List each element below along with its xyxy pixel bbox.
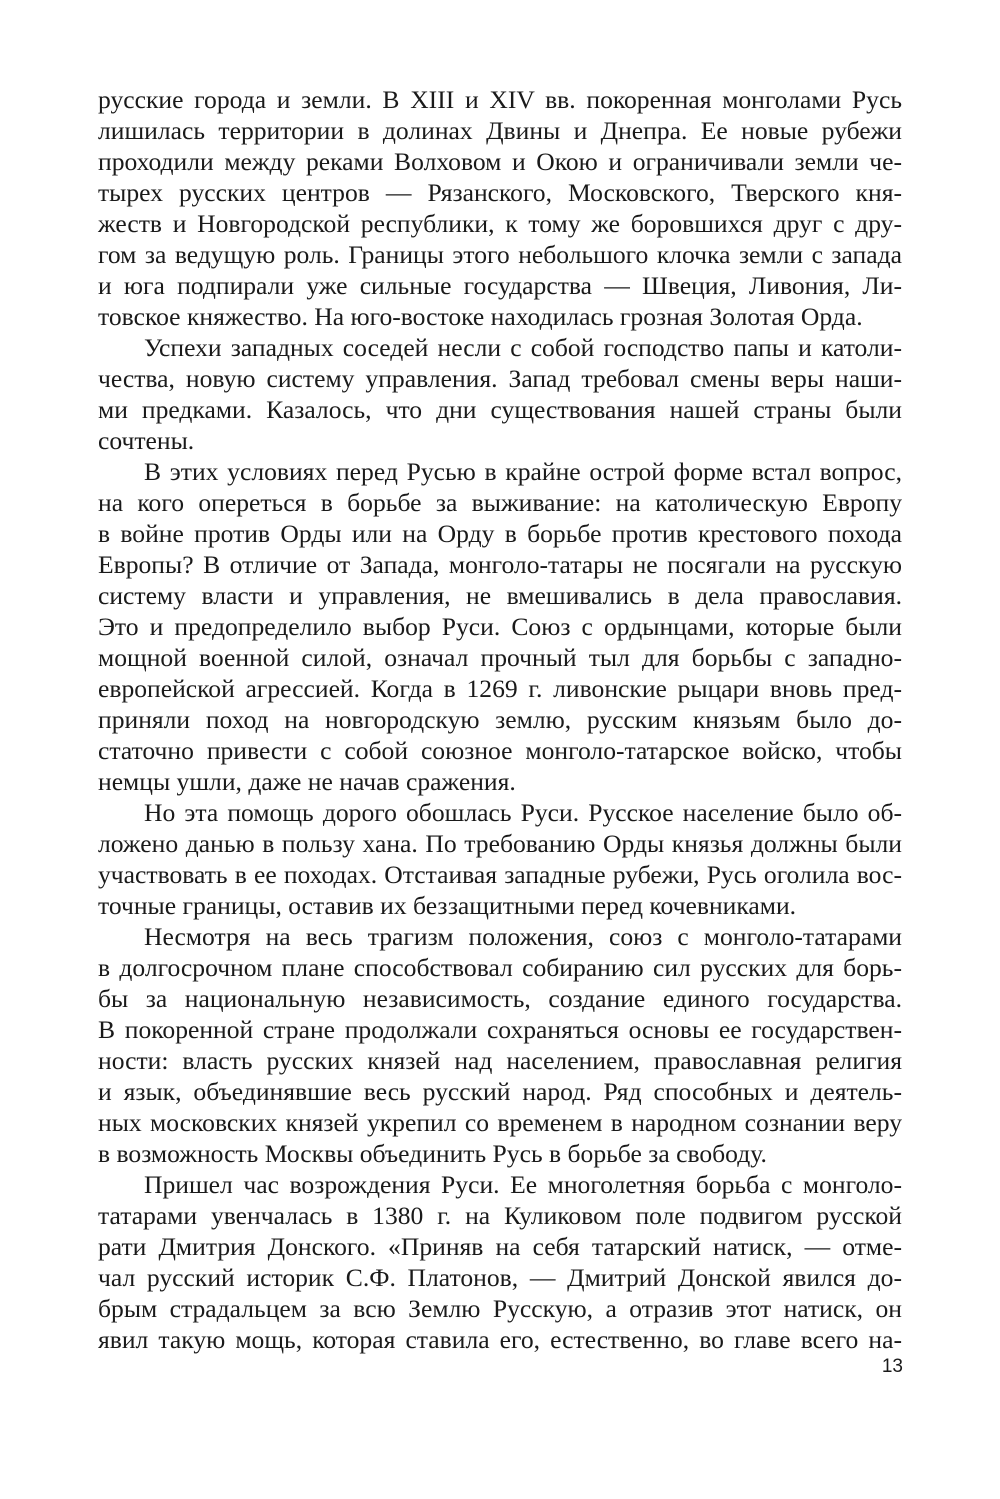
text-line: мощной военной силой, означал прочный тыл для борьбы с западно- (98, 643, 902, 672)
text-line: в возможность Москвы объединить Русь в борьбе за свободу. (98, 1139, 767, 1168)
text-line: чал русский историк С.Ф. Платонов, — Дмитрий Донской явился до- (98, 1263, 902, 1292)
text-line: участвовать в ее походах. Отстаивая западные рубежи, Русь оголила вос- (98, 860, 902, 889)
text-line: русские города и земли. В XIII и XIV вв. покоренная монголами Русь (98, 85, 902, 114)
text-line: в долгосрочном плане способствовал собиранию сил русских для борь- (98, 953, 902, 982)
text-line: Европы? В отличие от Запада, монголо-татары не посягали на русскую (98, 550, 902, 579)
text-line: Пришел час возрождения Руси. Ее многолетняя борьба с монголо- (144, 1170, 902, 1199)
text-line: В покоренной стране продолжали сохраняться основы ее государствен- (98, 1015, 902, 1044)
text-line: приняли поход на новгородскую землю, русским князьям было до- (98, 705, 902, 734)
text-line: и язык, объединявшие весь русский народ. Ряд способных и деятель- (98, 1077, 902, 1106)
text-line: татарами увенчалась в 1380 г. на Куликовом поле подвигом русской (98, 1201, 902, 1230)
text-line: статочно привести с собой союзное монголо-татарское войско, чтобы (98, 736, 902, 765)
paragraph-3 (98, 456, 902, 797)
text-line: Несмотря на весь трагизм положения, союз с монголо-татарами (144, 922, 902, 951)
text-line: на кого опереться в борьбе за выживание: на католическую Европу (98, 488, 902, 517)
page-number: 13 (881, 1356, 903, 1377)
text-line: точные границы, оставив их беззащитными перед кочевниками. (98, 891, 797, 920)
text-line: брым страдальцем за всю Землю Русскую, а отразив этот натиск, он (98, 1294, 902, 1323)
text-line: ложено данью в пользу хана. По требованию Орды князья должны были (98, 829, 902, 858)
text-line: бы за национальную независимость, создание единого государства. (98, 984, 902, 1013)
text-line: ных московских князей укрепил со временем в народном сознании веру (98, 1108, 902, 1137)
text-line: систему власти и управления, не вмешивались в дела православия. (98, 581, 902, 610)
page-body (98, 84, 902, 1355)
paragraph-1 (98, 84, 902, 332)
text-line: Это и предопределило выбор Руси. Союз с ордынцами, которые были (98, 612, 902, 641)
text-line: рати Дмитрия Донского. «Приняв на себя татарский натиск, — отме- (98, 1232, 902, 1261)
text-line: европейской агрессией. Когда в 1269 г. ливонские рыцари вновь пред- (98, 674, 902, 703)
text-line: сочтены. (98, 426, 195, 455)
text-line: тырех русских центров — Рязанского, Московского, Тверского кня- (98, 178, 902, 207)
text-line: товское княжество. На юго-востоке находилась грозная Золотая Орда. (98, 302, 863, 331)
text-line: в войне против Орды или на Орду в борьбе против крестового похода (98, 519, 902, 548)
text-line: проходили между реками Волховом и Окою и ограничивали земли че- (98, 147, 902, 176)
paragraph-2 (98, 332, 902, 456)
text-line: ми предками. Казалось, что дни существования нашей страны были (98, 395, 902, 424)
text-line: В этих условиях перед Русью в крайне острой форме встал вопрос, (144, 457, 902, 486)
text-line: явил такую мощь, которая ставила его, естественно, во главе всего на- (98, 1325, 902, 1354)
text-line: чества, новую систему управления. Запад требовал смены веры наши- (98, 364, 902, 393)
paragraph-4 (98, 797, 902, 921)
text-line: жеств и Новгородской республики, к тому же боровшихся друг с дру- (98, 209, 902, 238)
paragraph-6 (98, 1169, 902, 1355)
text-line: немцы ушли, даже не начав сражения. (98, 767, 516, 796)
text-line: и юга подпирали уже сильные государства — Швеция, Ливония, Ли- (98, 271, 902, 300)
text-line: Но эта помощь дорого обошлась Руси. Русское население было об- (144, 798, 902, 827)
paragraph-5 (98, 921, 902, 1169)
text-line: ности: власть русских князей над населением, православная религия (98, 1046, 902, 1075)
text-line: Успехи западных соседей несли с собой господство папы и католи- (144, 333, 902, 362)
text-line: гом за ведущую роль. Границы этого небольшого клочка земли с запада (98, 240, 902, 269)
text-line: лишилась территории в долинах Двины и Днепра. Ее новые рубежи (98, 116, 902, 145)
